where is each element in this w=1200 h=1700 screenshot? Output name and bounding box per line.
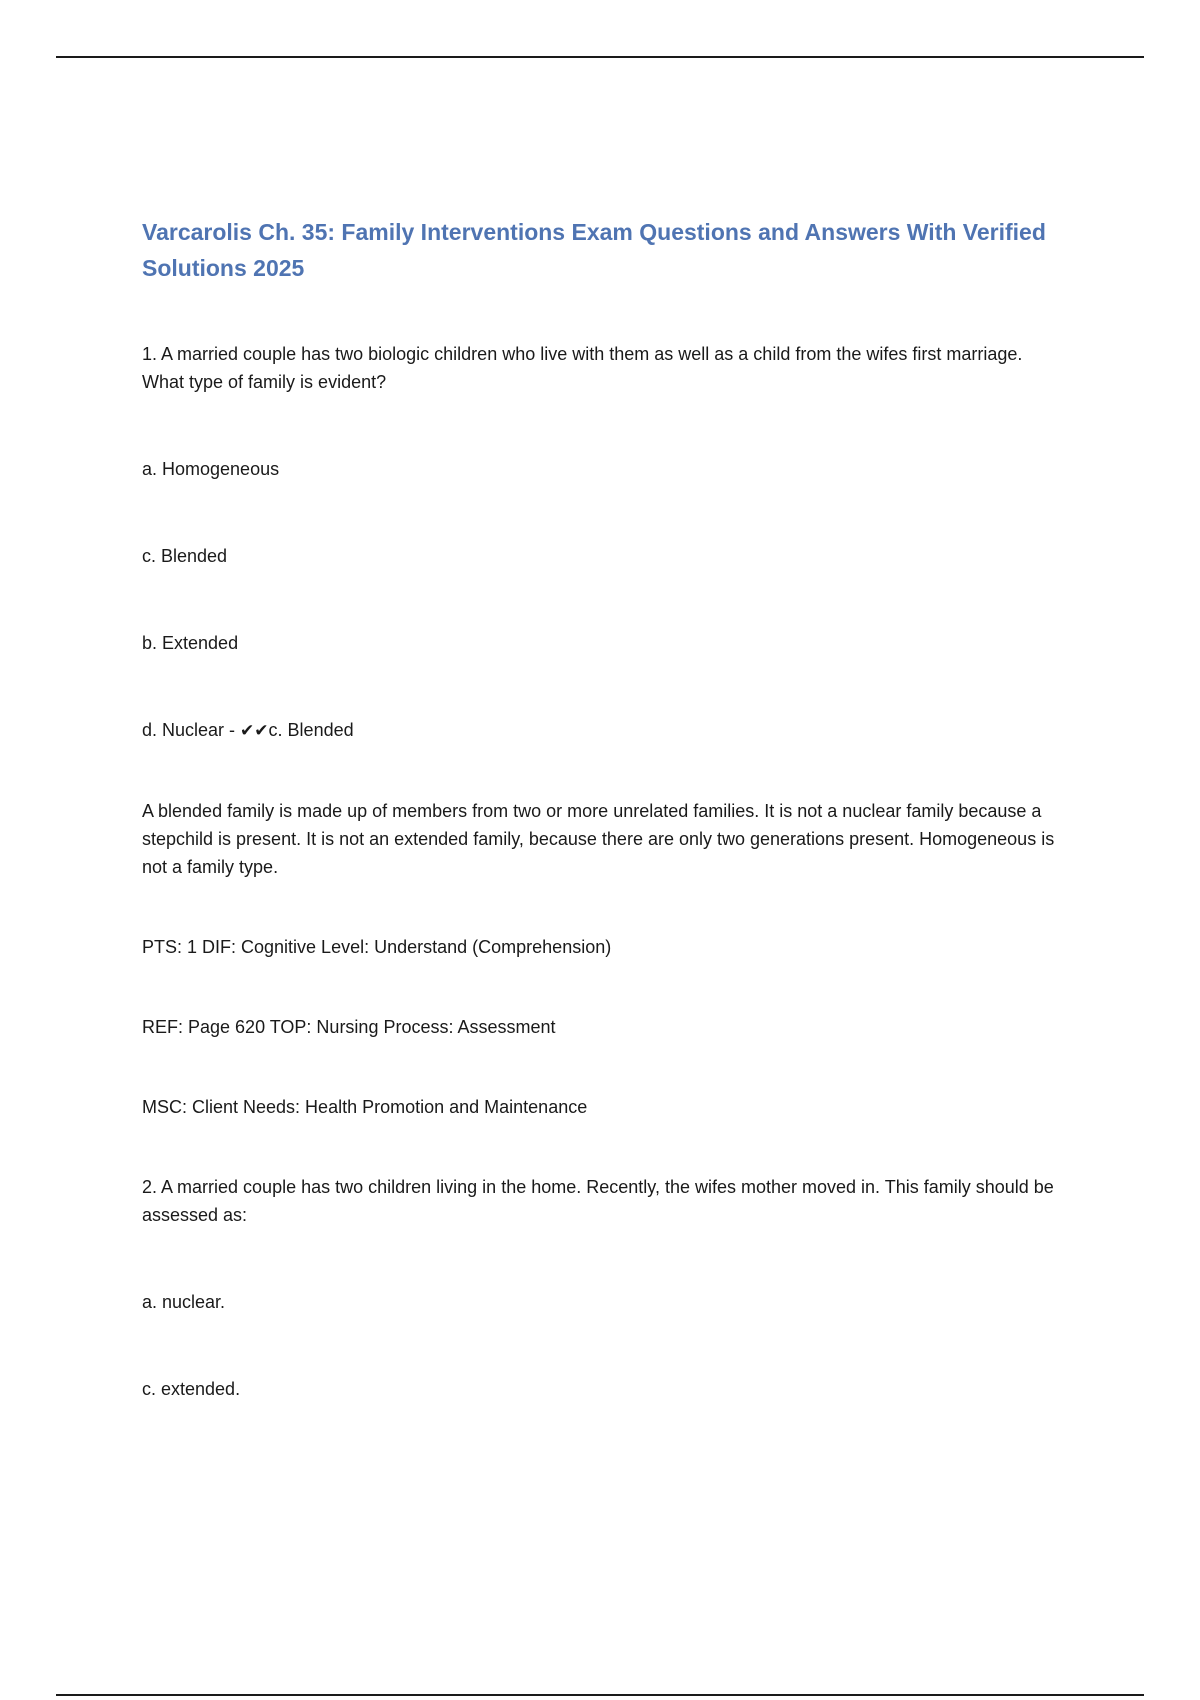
question-1-option-b: b. Extended xyxy=(142,633,239,653)
question-1-text: 1. A married couple has two biologic children who live with them as well as a child from the wifes first marriage. What type of family is evident? xyxy=(142,344,1023,392)
question-1-option-a: a. Homogeneous xyxy=(142,459,280,479)
question-1-pts: PTS: 1 DIF: Cognitive Level: Understand (Comprehension) xyxy=(142,937,612,957)
top-rule xyxy=(56,56,1144,58)
question-2-option-c: c. extended. xyxy=(142,1379,241,1399)
question-1-msc: MSC: Client Needs: Health Promotion and Maintenance xyxy=(142,1097,588,1117)
question-1-option-c: c. Blended xyxy=(142,546,228,566)
check-mark-icon: ✔✔ xyxy=(240,721,269,741)
question-1-answer: c. Blended xyxy=(268,720,354,740)
question-1-rationale: A blended family is made up of members from two or more unrelated families. It is not a nuclear family because a stepchild is present. It is not an extended family, because there are only two generations present. Homogeneous is not a family type. xyxy=(142,801,1055,877)
question-1-option-d: d. Nuclear - xyxy=(142,720,241,740)
document-title: Varcarolis Ch. 35: Family Interventions Exam Questions and Answers With Verified Solutions 2025 xyxy=(142,219,1046,281)
question-1-option-d-with-answer xyxy=(142,716,1062,745)
question-2-text: 2. A married couple has two children living in the home. Recently, the wifes mother moved in. This family should be assessed as: xyxy=(142,1177,1054,1225)
question-2-option-a: a. nuclear. xyxy=(142,1292,226,1312)
question-1-ref: REF: Page 620 TOP: Nursing Process: Assessment xyxy=(142,1017,556,1037)
bottom-rule xyxy=(56,1694,1144,1696)
document-body xyxy=(142,214,1062,1403)
